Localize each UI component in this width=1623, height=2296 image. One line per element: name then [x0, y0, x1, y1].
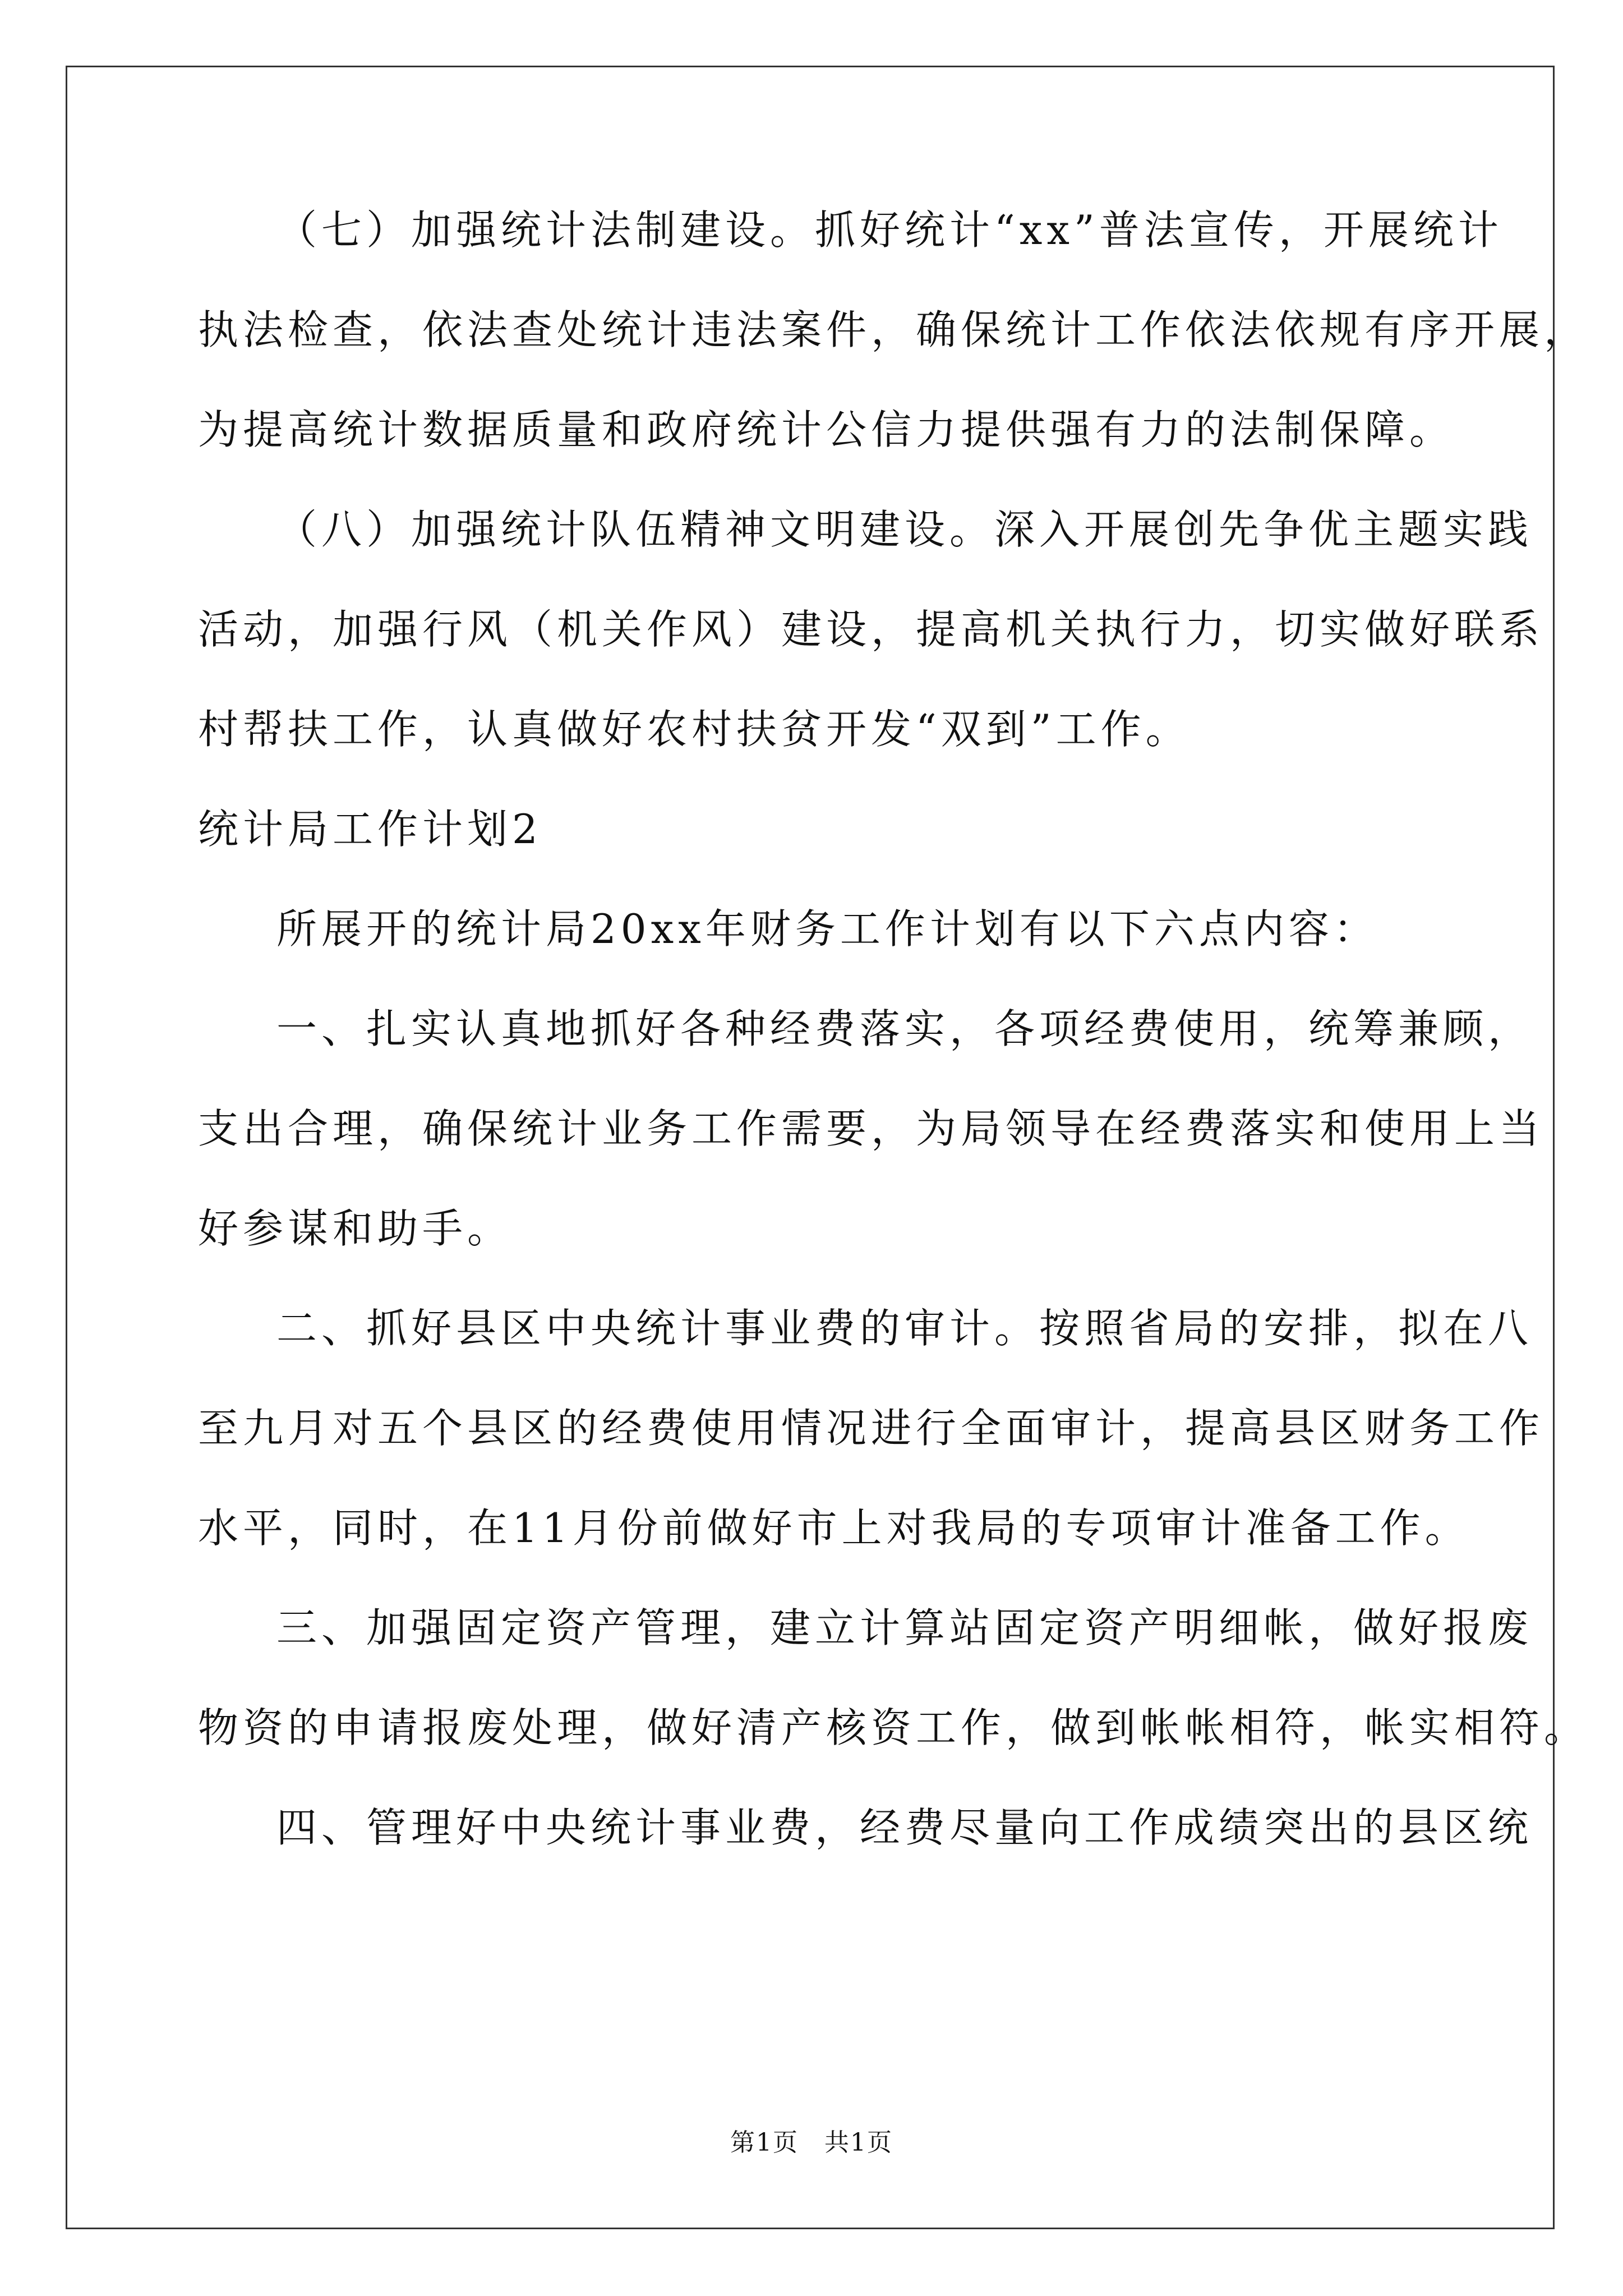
paragraph-7-line-3: 为提高统计数据质量和政府统计公信力提供强有力的法制保障。 [198, 406, 1455, 453]
section-heading: 统计局工作计划2 [198, 806, 542, 853]
item-1-line-1: 一、扎实认真地抓好各种经费落实，各项经费使用，统筹兼顾， [276, 1005, 1533, 1052]
paragraph-8-line-2: 活动，加强行风（机关作风）建设，提高机关执行力，切实做好联系 [198, 606, 1544, 653]
paragraph-8-line-3: 村帮扶工作，认真做好农村扶贫开发“双到”工作。 [198, 706, 1191, 753]
paragraph-8-line-1: （八）加强统计队伍精神文明建设。深入开展创先争优主题实践 [276, 506, 1533, 553]
item-2-line-1: 二、抓好县区中央统计事业费的审计。按照省局的安排，拟在八 [276, 1305, 1533, 1352]
item-1-line-3: 好参谋和助手。 [198, 1205, 513, 1252]
item-3-line-1: 三、加强固定资产管理，建立计算站固定资产明细帐，做好报废 [276, 1604, 1533, 1651]
page-footer: 第1页 共1页 [730, 2128, 893, 2157]
paragraph-7-line-1: （七）加强统计法制建设。抓好统计“xx”普法宣传，开展统计 [276, 206, 1503, 254]
item-4-line-1: 四、管理好中央统计事业费，经费尽量向工作成绩突出的县区统 [276, 1804, 1533, 1851]
item-1-line-2: 支出合理，确保统计业务工作需要，为局领导在经费落实和使用上当 [198, 1105, 1544, 1152]
paragraph-7-line-2: 执法检查，依法查处统计违法案件，确保统计工作依法依规有序开展， [198, 306, 1589, 353]
intro-line: 所展开的统计局20xx年财务工作计划有以下六点内容： [276, 905, 1378, 953]
item-2-line-3: 水平，同时，在11月份前做好市上对我局的专项审计准备工作。 [198, 1504, 1470, 1552]
item-3-line-2: 物资的申请报废处理，做好清产核资工作，做到帐帐相符，帐实相符。 [198, 1704, 1589, 1751]
item-2-line-2: 至九月对五个县区的经费使用情况进行全面审计，提高县区财务工作 [198, 1405, 1544, 1452]
